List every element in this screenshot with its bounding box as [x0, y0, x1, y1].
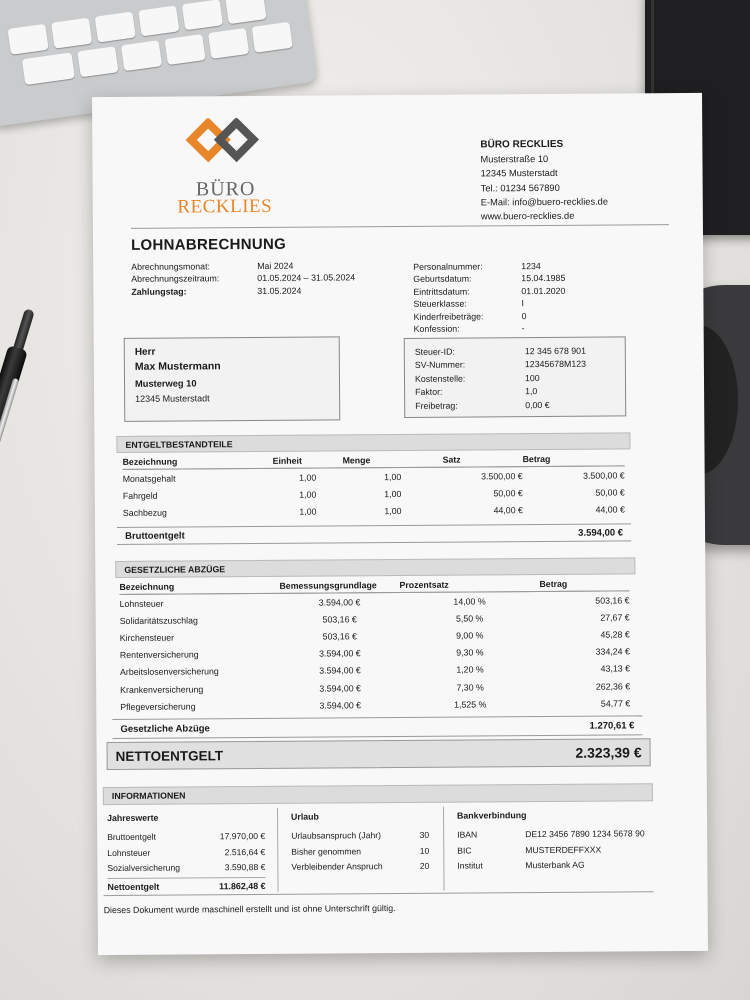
employee-info-value: 15.04.1985	[521, 273, 566, 284]
column-header: Prozentsatz	[399, 576, 539, 592]
statutory-deductions-label: Gesetzliche Abzüge	[120, 722, 210, 735]
deduction-amount: 54,77 €	[600, 698, 631, 709]
vacation-value: 20	[419, 861, 430, 872]
earning-name: Fahrgeld	[122, 490, 158, 501]
bank-detail-label: IBAN	[457, 829, 478, 840]
deduction-name: Krankenversicherung	[120, 683, 204, 695]
footer-note: Dieses Dokument wurde maschinell erstellt und ist ohne Unterschrift gültig.	[103, 903, 396, 916]
bank-detail-row	[457, 841, 653, 858]
gross-pay-value: 3.594,00 €	[578, 526, 624, 539]
period-value: 31.05.2024	[257, 285, 302, 296]
employee-info-label: Personalnummer:	[413, 261, 483, 272]
keyboard-key	[22, 52, 75, 85]
vacation-label: Verbleibender Anspruch	[291, 861, 383, 873]
earnings-section-heading: ENTGELTBESTANDTEILE	[116, 432, 630, 453]
bank-detail-value: Musterbank AG	[525, 860, 585, 871]
earning-unit: 1,00	[299, 489, 317, 500]
deduction-amount: 503,16 €	[595, 594, 630, 606]
vacation-row	[291, 858, 429, 875]
tax-info-label: SV-Nummer:	[414, 359, 466, 371]
info-column-divider	[443, 807, 445, 891]
deduction-rate: 1,20 %	[456, 664, 484, 675]
column-header: Bezeichnung	[123, 453, 273, 470]
earning-name: Monatsgehalt	[122, 473, 176, 484]
period-label: Zahlungstag:	[131, 286, 187, 297]
tax-info-value: 1,0	[525, 386, 538, 397]
company-phone: Tel.: 01234 567890	[480, 182, 560, 194]
annual-net-value: 11.862,48 €	[219, 881, 266, 892]
column-header: Betrag	[539, 575, 629, 591]
period-label: Abrechnungszeitraum:	[131, 273, 220, 285]
vacation-value: 30	[419, 829, 430, 840]
employee-info-value: -	[521, 323, 525, 334]
annual-value-amount: 17.970,00 €	[219, 830, 266, 842]
table-row	[120, 695, 630, 716]
company-website: www.buero-recklies.de	[480, 210, 575, 222]
bank-detail-row	[457, 825, 653, 842]
company-street: Musterstraße 10	[480, 154, 549, 165]
earning-rate: 3.500,00 €	[481, 470, 523, 482]
tax-info-value: 12 345 678 901	[524, 345, 586, 357]
period-value: Mai 2024	[257, 260, 294, 271]
employee-info-value: 0	[521, 310, 527, 321]
document-title: LOHNABRECHNUNG	[130, 235, 287, 254]
employee-info-label: Konfession:	[413, 323, 460, 334]
keyboard-key	[95, 12, 136, 43]
recipient-name: Max Mustermann	[134, 360, 221, 373]
payslip-document	[92, 93, 708, 955]
deduction-basis: 3.594,00 €	[319, 682, 361, 694]
bank-details-heading: Bankverbindung	[457, 810, 527, 821]
bank-detail-label: Institut	[457, 860, 483, 872]
employee-info-row	[413, 297, 565, 310]
employee-info-row	[414, 309, 566, 322]
deduction-name: Pflegeversicherung	[120, 701, 196, 712]
annual-value-row	[107, 860, 265, 877]
employee-info	[413, 260, 566, 335]
keyboard-key	[225, 0, 266, 24]
earning-rate: 50,00 €	[493, 487, 523, 499]
bank-details-column	[457, 809, 653, 874]
column-header: Satz	[442, 451, 522, 467]
vacation-label: Urlaubsanspruch (Jahr)	[291, 830, 382, 841]
keyboard-key	[252, 22, 293, 53]
earning-rate: 44,00 €	[493, 505, 523, 516]
annual-net-label: Nettoentgelt	[107, 881, 160, 893]
earning-unit: 1,00	[299, 506, 317, 517]
deductions-table	[119, 575, 630, 715]
keyboard-key	[208, 28, 249, 59]
earning-unit: 1,00	[299, 472, 317, 483]
tax-info-label: Kostenstelle:	[414, 373, 466, 384]
deduction-amount: 43,13 €	[600, 663, 631, 674]
net-pay-value: 2.323,39 €	[575, 744, 642, 761]
company-city: 12345 Musterstadt	[480, 168, 558, 179]
deduction-name: Lohnsteuer	[119, 598, 164, 609]
deduction-rate: 7,30 %	[456, 681, 484, 693]
earnings-table	[123, 450, 625, 521]
deductions-section-heading: GESETZLICHE ABZÜGE	[115, 557, 635, 578]
tax-info-value: 12345678M123	[524, 359, 587, 370]
annual-net-total-row	[107, 877, 265, 895]
tax-info-label: Steuer-ID:	[414, 346, 455, 357]
column-header: Bezeichnung	[119, 578, 279, 595]
keyboard-key	[121, 40, 162, 71]
vacation-row	[291, 843, 429, 860]
employee-info-value: 01.01.2020	[521, 285, 566, 296]
column-header: Menge	[342, 452, 442, 468]
tax-info-box	[404, 336, 627, 418]
deduction-name: Solidaritätszuschlag	[119, 615, 198, 626]
annual-value-label: Bruttoentgelt	[107, 831, 156, 842]
gross-pay-total-row	[117, 523, 631, 545]
deduction-basis: 3.594,00 €	[319, 648, 361, 659]
employee-info-label: Steuerklasse:	[413, 298, 467, 310]
period-info	[131, 259, 355, 298]
bank-detail-label: BIC	[457, 845, 472, 856]
period-value: 01.05.2024 – 31.05.2024	[257, 272, 356, 284]
deduction-rate: 1,525 %	[454, 699, 487, 710]
deduction-amount: 262,36 €	[595, 680, 631, 692]
vacation-value: 10	[419, 845, 430, 856]
employee-info-row	[413, 260, 565, 273]
vacation-label: Bisher genommen	[291, 845, 362, 857]
keyboard-key	[51, 18, 92, 49]
earning-quantity: 1,00	[384, 505, 402, 517]
earning-quantity: 1,00	[384, 471, 402, 482]
vacation-column	[291, 811, 429, 875]
keyboard-key	[138, 5, 179, 36]
annual-values-heading: Jahreswerte	[107, 812, 159, 824]
deduction-basis: 503,16 €	[322, 614, 357, 625]
recipient-city: 12345 Musterstadt	[135, 393, 210, 404]
keyboard-key	[164, 34, 205, 65]
recipient-salutation: Herr	[134, 346, 156, 358]
recipient-street: Musterweg 10	[134, 378, 197, 389]
period-row-payday	[131, 284, 355, 298]
annual-value-amount: 3.590,88 €	[224, 862, 266, 873]
deduction-basis: 3.594,00 €	[319, 665, 361, 676]
deduction-name: Kirchensteuer	[119, 632, 175, 643]
period-row-range	[131, 272, 355, 286]
employee-info-label: Geburtsdatum:	[413, 273, 472, 285]
statutory-deductions-total-row	[112, 715, 642, 739]
net-pay-label: NETTOENTGELT	[115, 747, 224, 764]
tax-info-label: Faktor:	[415, 386, 443, 398]
tax-info-row	[415, 398, 625, 413]
recipient-address-box	[124, 336, 341, 422]
company-email: E-Mail: info@buero-recklies.de	[480, 196, 609, 208]
column-header: Bemessungsgrundlage	[279, 577, 399, 593]
annual-values-column	[107, 812, 266, 895]
deduction-amount: 334,24 €	[595, 646, 630, 657]
statutory-deductions-value: 1.270,61 €	[589, 719, 635, 732]
deduction-rate: 5,50 %	[455, 613, 484, 624]
keyboard-key	[77, 46, 118, 77]
tax-info-label: Freibetrag:	[415, 400, 458, 411]
column-header: Betrag	[522, 450, 624, 466]
gross-pay-label: Bruttoentgelt	[125, 530, 185, 542]
keyboard-key	[7, 24, 48, 55]
tax-info-value: 0,00 €	[525, 399, 550, 410]
employee-info-value: I	[521, 298, 524, 309]
annual-value-label: Sozialversicherung	[107, 863, 181, 874]
deduction-rate: 14,00 %	[453, 595, 486, 607]
keyboard-key	[182, 0, 223, 30]
employee-info-row	[414, 322, 566, 335]
period-label: Abrechnungsmonat:	[131, 261, 210, 272]
employee-info-row	[413, 272, 565, 285]
bank-detail-value: MUSTERDEFFXXX	[525, 844, 602, 855]
earning-quantity: 1,00	[384, 488, 402, 499]
earning-amount: 50,00 €	[595, 487, 625, 498]
bank-detail-row	[457, 857, 653, 874]
employee-info-value: 1234	[521, 261, 541, 272]
deduction-basis: 3.594,00 €	[318, 596, 361, 608]
annual-value-amount: 2.516,64 €	[224, 846, 266, 857]
annual-value-label: Lohnsteuer	[107, 847, 151, 858]
deduction-amount: 27,67 €	[600, 612, 630, 623]
deduction-amount: 45,28 €	[600, 629, 630, 640]
earning-amount: 44,00 €	[595, 504, 625, 515]
header-divider	[131, 224, 669, 229]
column-header: Einheit	[273, 452, 343, 468]
annual-value-row	[107, 828, 265, 845]
vacation-row	[291, 827, 429, 844]
deduction-rate: 9,00 %	[456, 630, 484, 641]
employee-info-label: Kinderfreibeträge:	[413, 311, 484, 322]
info-column-divider	[277, 808, 279, 892]
company-name: BÜRO RECKLIES	[480, 138, 564, 151]
information-section-heading: INFORMATIONEN	[103, 783, 653, 805]
company-address	[480, 138, 608, 224]
bank-detail-value: DE12 3456 7890 1234 5678 90	[525, 828, 645, 840]
deduction-name: Arbeitslosenversicherung	[119, 666, 219, 678]
vacation-heading: Urlaub	[291, 811, 319, 822]
employee-info-row	[413, 285, 565, 298]
earning-name: Sachbezug	[122, 507, 167, 518]
logo-text-buero: BÜRO	[195, 178, 256, 201]
deduction-rate: 9,30 %	[456, 647, 484, 658]
logo-text-recklies: RECKLIES	[177, 195, 273, 218]
deduction-basis: 3.594,00 €	[319, 699, 362, 711]
table-row	[123, 501, 625, 522]
tax-info-value: 100	[524, 372, 540, 383]
net-pay-box	[107, 738, 651, 770]
annual-value-row	[107, 844, 265, 861]
deduction-name: Rentenversicherung	[119, 649, 199, 661]
deduction-basis: 503,16 €	[322, 631, 357, 642]
earning-amount: 3.500,00 €	[583, 470, 625, 481]
employee-info-label: Eintrittsdatum:	[413, 286, 470, 297]
